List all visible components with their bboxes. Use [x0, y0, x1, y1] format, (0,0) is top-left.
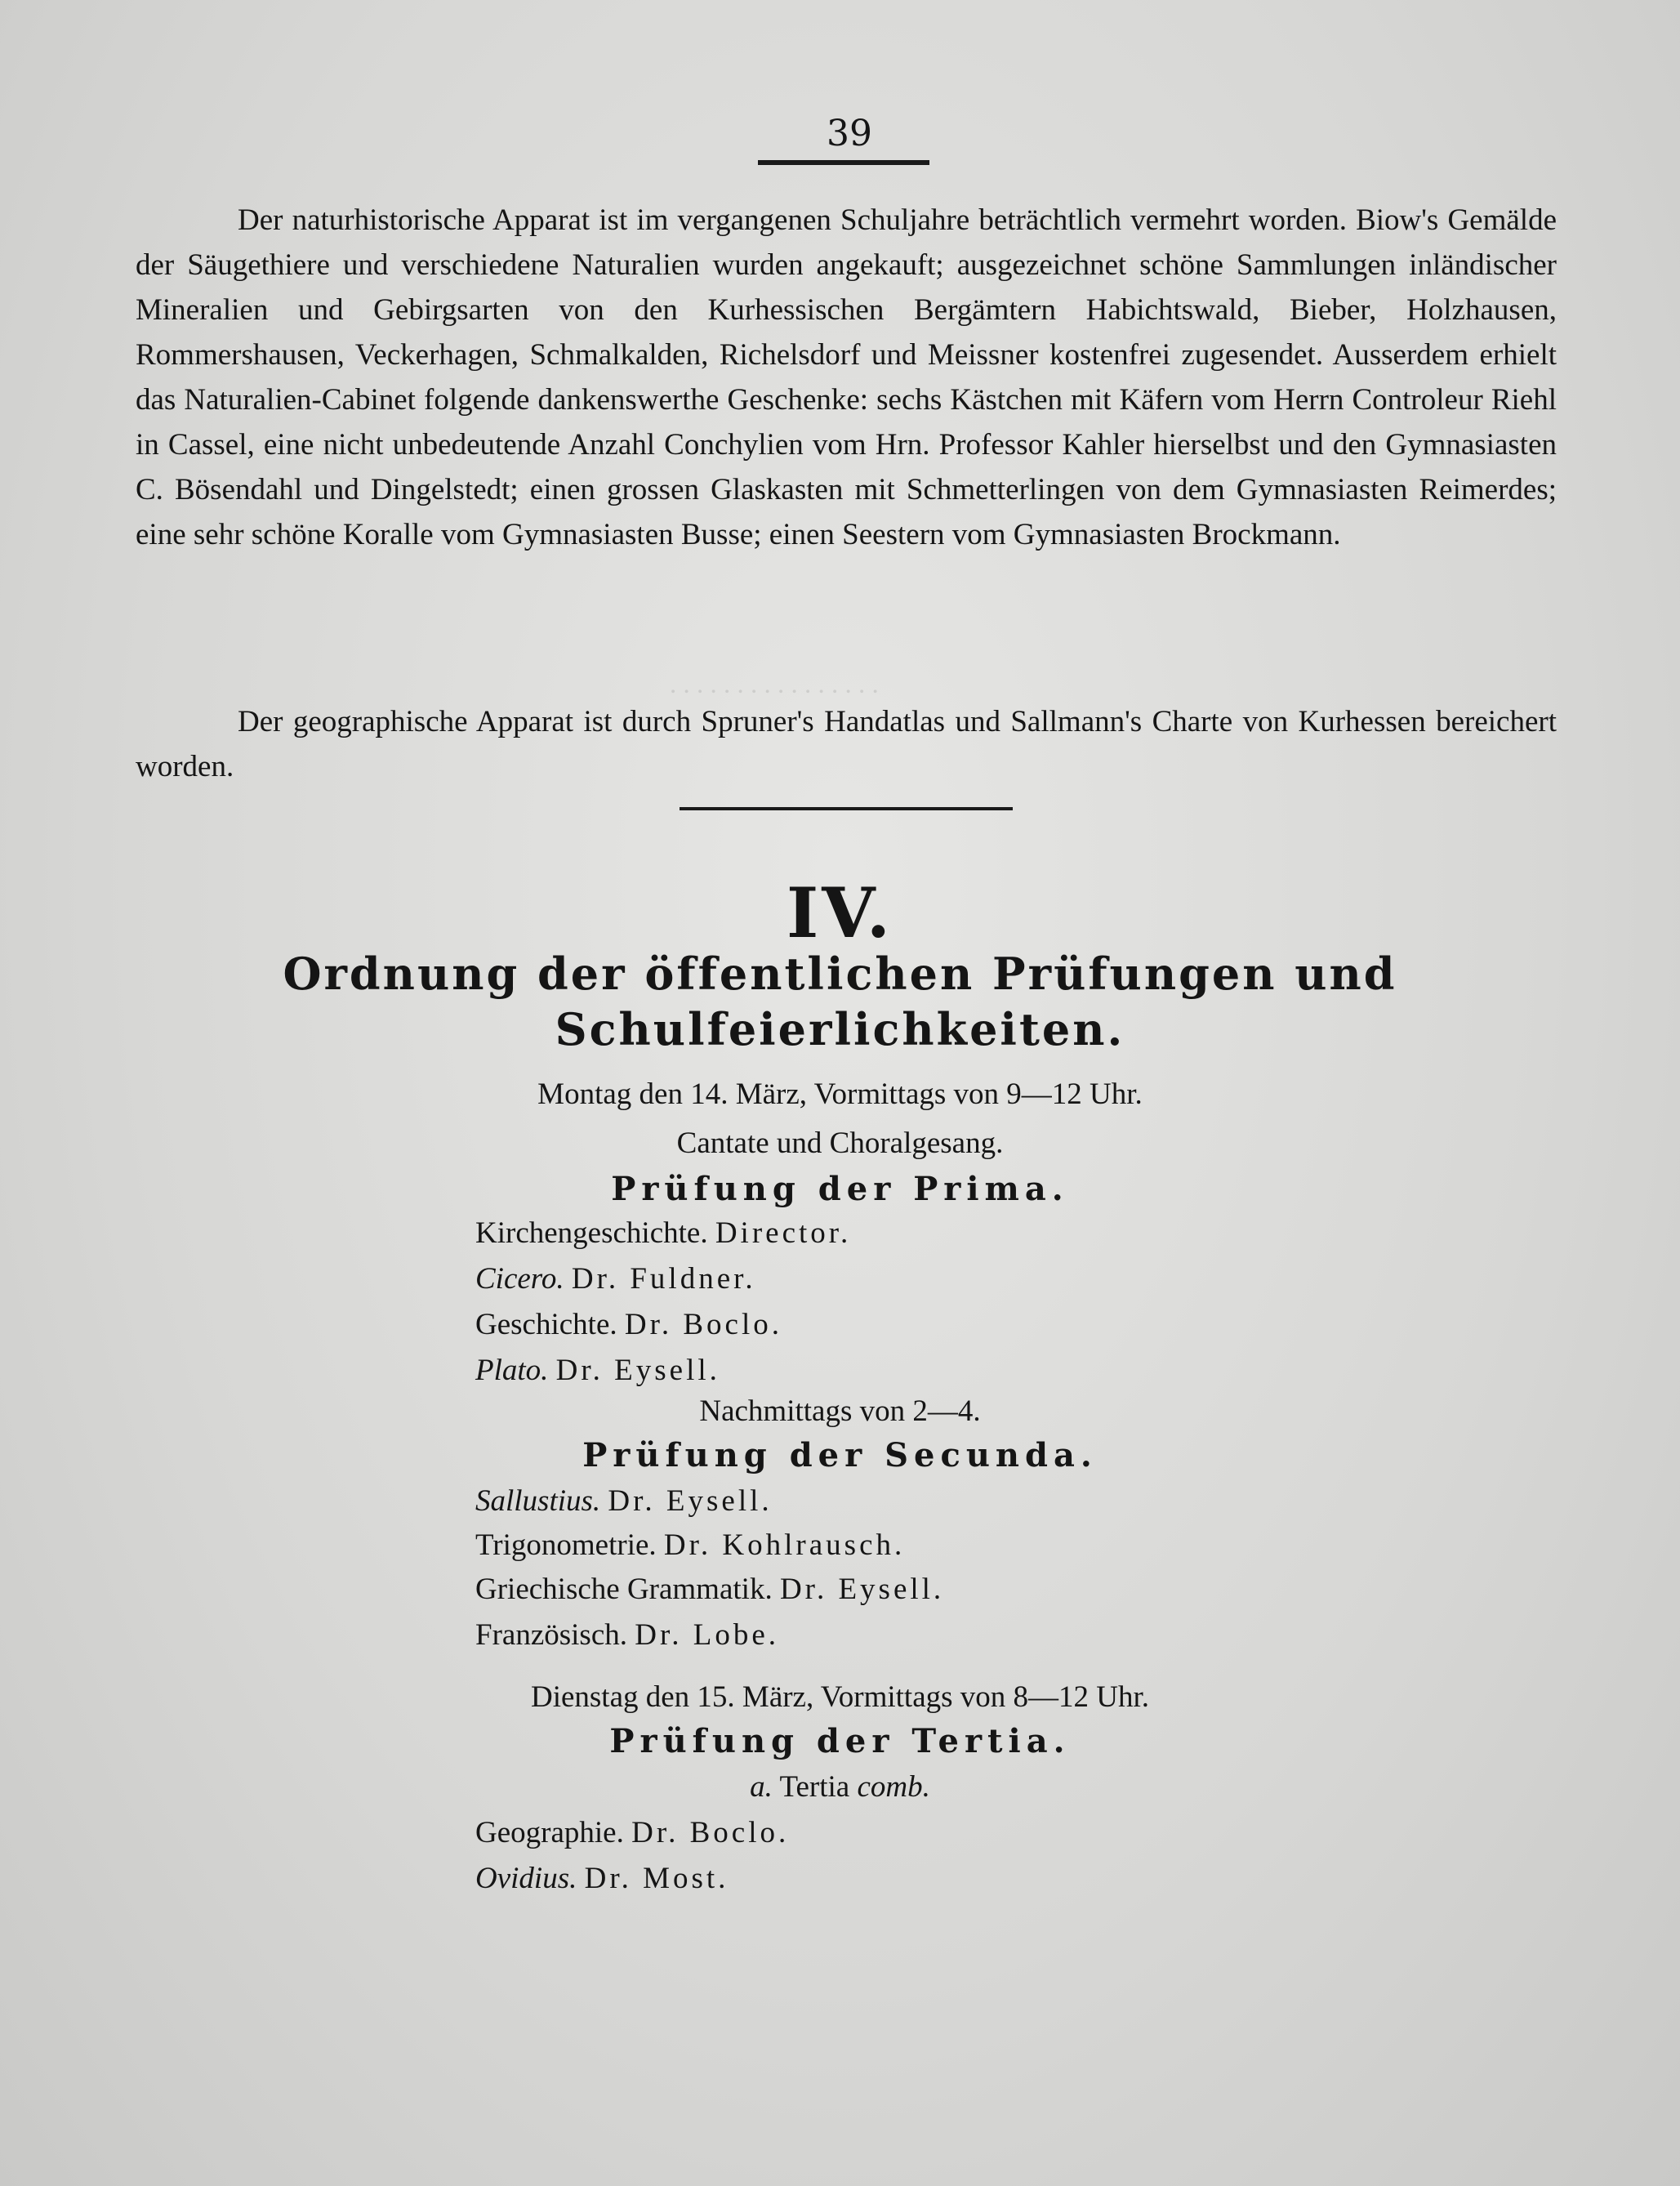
paragraph-apparatus [136, 198, 1557, 557]
tertia-sub-name: Tertia [779, 1770, 850, 1804]
exam-subject: Plato. [475, 1354, 549, 1387]
paragraph-text: Der geographische Apparat ist durch Spruner's Handatlas und Sallmann's Charte von Kurhessen bereichert worden. [136, 705, 1557, 783]
exam-teacher: Dr. Eysell. [779, 1573, 945, 1606]
exam-row [475, 1861, 729, 1896]
exam-row [475, 1528, 905, 1563]
exam-row [475, 1483, 773, 1519]
exam-teacher: Dr. Kohlrausch. [663, 1528, 906, 1562]
tertia-subheading [0, 1769, 1680, 1805]
exam-subject: Ovidius. [475, 1862, 577, 1895]
exam-subject: Trigonometrie. [475, 1528, 657, 1562]
exam-teacher: Dr. Eysell. [608, 1484, 773, 1518]
exam-subject: Geschichte. [475, 1308, 617, 1341]
exam-teacher: Dr. Boclo. [624, 1308, 783, 1341]
exam-subject: Griechische Grammatik. [475, 1573, 773, 1606]
section-title-line-2: Schulfeierlichkeiten. [555, 1003, 1125, 1055]
paragraph-geography [136, 699, 1557, 789]
exam-teacher: Dr. Boclo. [631, 1816, 790, 1849]
afternoon-schedule: Nachmittags von 2—4. [699, 1394, 981, 1428]
section-title-line-1: Ordnung der öffentlichen Prüfungen und [283, 948, 1397, 1000]
exam-row [475, 1353, 720, 1388]
exam-teacher: Dr. Lobe. [635, 1618, 780, 1652]
tertia-sub-letter: a. [750, 1770, 773, 1804]
exam-row [475, 1261, 756, 1296]
exam-subject: Französisch. [475, 1618, 627, 1652]
tertia-sub-comb: comb. [857, 1770, 930, 1804]
tuesday-schedule: Dienstag den 15. März, Vormittags von 8—12 Uhr. [530, 1680, 1150, 1714]
exam-teacher: Dr. Most. [584, 1862, 729, 1895]
exam-row [475, 1815, 789, 1850]
exam-subject: Sallustius. [475, 1484, 601, 1518]
exam-row [475, 1572, 944, 1607]
page-number-rule [758, 160, 929, 165]
exam-teacher: Dr. Fuldner. [571, 1262, 756, 1296]
exam-teacher: Director. [715, 1216, 852, 1250]
exam-subject: Kirchengeschichte. [475, 1216, 708, 1250]
exam-subject: Geographie. [475, 1816, 624, 1849]
tertia-heading: Prüfung der Tertia. [609, 1722, 1071, 1760]
exam-subject: Cicero. [475, 1262, 564, 1296]
prima-heading: Prüfung der Prima. [611, 1170, 1069, 1208]
secunda-heading: Prüfung der Secunda. [582, 1436, 1098, 1474]
paragraph-text: Der naturhistorische Apparat ist im vergangenen Schuljahre beträchtlich vermehrt worden. Biow's Gemälde der Säugethiere und verschiedene Naturalien wurden angekauft; ausgezeichnet schöne Sammlungen inländischer Mineralien und Gebirgsarten von den Kurhessischen Bergämtern Habichtswald, Bieber, Holzhausen, Rommershausen, Veckerhagen, Schmalkalden, Richelsdorf und Meissner kostenfrei zugesendet. Ausserdem erhielt das Naturalien-Cabinet folgende dankenswerthe Geschenke: sechs Kästchen mit Käfern vom Herrn Controleur Riehl in Cassel, eine nicht unbedeutende Anzahl Conchylien vom Hrn. Professor Kahler hierselbst und den Gymnasiasten C. Bösendahl und Dingelstedt; einen grossen Glaskasten mit Schmetterlingen von dem Gymnasiasten Reimerdes; eine sehr schöne Koralle vom Gymnasiasten Busse; einen Seestern vom Gymnasiasten Brockmann. [136, 203, 1557, 551]
page-number: 39 [827, 113, 872, 154]
exam-row [475, 1307, 782, 1342]
exam-teacher: Dr. Eysell. [555, 1354, 720, 1387]
section-separator [680, 807, 1013, 810]
monday-schedule: Montag den 14. März, Vormittags von 9—12 Uhr. [537, 1077, 1143, 1111]
exam-row [475, 1216, 851, 1251]
cantate-line: Cantate und Choralgesang. [676, 1126, 1004, 1160]
exam-row [475, 1617, 779, 1653]
section-number: IV. [786, 872, 894, 953]
bleed-through: . . . . . . . . . . . . . . . . [670, 670, 879, 699]
